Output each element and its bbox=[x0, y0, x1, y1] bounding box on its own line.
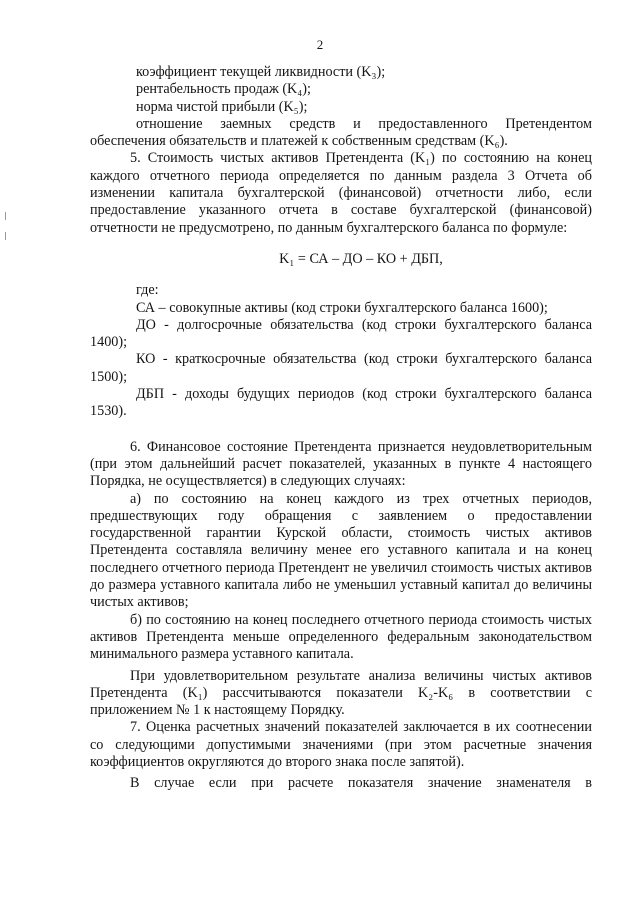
paragraph-satisfactory: При удовлетворительном результате анализа величины чистых активов Претендента (K₁) рассчитываются показатели K₂-K₆ в соответствии с приложением № 1 к настоящему Порядку. bbox=[90, 667, 592, 719]
paragraph-6b: б) по состоянию на конец последнего отчетного периода стоимость чистых активов Претендента меньше определенного федеральным законодательством минимального размера уставного капитала. bbox=[90, 611, 592, 663]
formula-k1: K₁ = СА – ДО – КО + ДБП, bbox=[279, 250, 443, 267]
document-body bbox=[90, 64, 592, 793]
scan-artifact bbox=[5, 212, 6, 220]
indicator-k5: норма чистой прибыли (K₅); bbox=[136, 98, 308, 115]
paragraph-6: 6. Финансовое состояние Претендента признается неудовлетворительным (при этом дальнейший расчет показателей, указанных в пункте 4 настоящего Порядка, не осуществляется) в следующих случаях: bbox=[90, 438, 592, 490]
paragraph-7: 7. Оценка расчетных значений показателей заключается в их соотнесении со следующими допустимыми значениями (при этом расчетные значения коэффициентов округляются до второго знака после запятой). bbox=[90, 719, 592, 770]
page-number: 2 bbox=[316, 37, 324, 52]
paragraph-5: 5. Стоимость чистых активов Претендента (K₁) по состоянию на конец каждого отчетного периода определяется по данным раздела 3 Отчета об изменении капитала бухгалтерской (финансовой) отчетности либо, если предоставление указанного отчета в составе бухгалтерской (финансовой) отчетности не предусмотрено, по данным бухгалтерского баланса по формуле: bbox=[90, 150, 592, 236]
definition-dbp: ДБП - доходы будущих периодов (код строки бухгалтерского баланса 1530). bbox=[90, 386, 592, 420]
scan-artifact bbox=[5, 232, 6, 240]
where-label: где: bbox=[136, 282, 159, 299]
spacer bbox=[90, 421, 592, 439]
indicator-k6: отношение заемных средств и предоставленного Претендентом обеспечения обязательств и платежей к собственным средствам (K₆). bbox=[90, 115, 592, 150]
definition-do: ДО - долгосрочные обязательства (код строки бухгалтерского баланса 1400); bbox=[90, 316, 592, 351]
indicator-k3: коэффициент текущей ликвидности (K₃); bbox=[136, 64, 386, 80]
paragraph-denominator: В случае если при расчете показателя значение знаменателя в bbox=[130, 775, 592, 792]
paragraph-6a: а) по состоянию на конец каждого из трех отчетных периодов, предшествующих году обращения с заявлением о предоставлении государственной гарантии Курской области, стоимость чистых активов Претендента составляла величину менее его уставного капитала и на конец последнего отчетного периода Претендент не увеличил стоимость чистых активов до размера уставного капитала либо не уменьшил уставный капитал до величины чистых активов; bbox=[90, 490, 592, 611]
indicator-k4: рентабельность продаж (K₄); bbox=[136, 81, 311, 98]
definition-sa: СА – совокупные активы (код строки бухгалтерского баланса 1600); bbox=[136, 299, 548, 316]
definition-ko: КО - краткосрочные обязательства (код строки бухгалтерского баланса 1500); bbox=[90, 351, 592, 385]
